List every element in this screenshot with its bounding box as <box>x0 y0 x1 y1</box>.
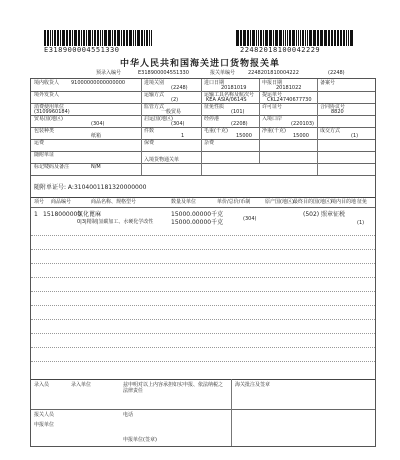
record-label: 备案号 <box>320 80 336 86</box>
consignee-label: 境内收货人 <box>34 80 60 86</box>
package-value: 纸箱 <box>91 133 102 139</box>
entry-port-label: 入境口岸 <box>262 116 283 122</box>
prerecord-value: E318900004551330 <box>138 70 189 76</box>
marks-value: N/M <box>91 164 101 170</box>
contract-value: 8820 <box>331 109 344 115</box>
transport-value: (2) <box>171 97 179 103</box>
license-label: 许可证号 <box>262 104 283 110</box>
package-label: 包装种类 <box>34 128 55 134</box>
empty-item-row <box>31 277 375 278</box>
port-label: 进境关别 <box>144 80 165 86</box>
prerecord-label: 预录入编号 <box>96 70 122 76</box>
col-domestic: 境内目的地 <box>331 199 357 205</box>
net-value: 15000 <box>293 133 309 139</box>
import-date-label: 进口日期 <box>204 80 225 86</box>
empty-item-row <box>31 249 375 250</box>
loading-port-label: 经停港 <box>204 116 220 122</box>
item-origin: (304) <box>243 216 257 222</box>
left-barcode-text: E318900004551330 <box>44 46 120 54</box>
loading-port-value: (2208) <box>231 121 248 127</box>
bill-value: CKL24740677730 <box>267 97 312 103</box>
entry-no-label: 报关单编号 <box>210 70 236 76</box>
item-dest: (502) 照章征税 <box>303 211 346 218</box>
docs-value: 入境货物通关单 <box>144 157 180 163</box>
shipper-label: 境外发货人 <box>34 92 60 98</box>
empty-item-row <box>31 263 375 264</box>
misc-label: 杂费 <box>204 140 215 146</box>
contract-label: 合同协议号 <box>320 104 346 110</box>
count-label: 件数 <box>144 128 155 134</box>
empty-item-row <box>31 235 375 236</box>
entry-unit-label: 录入单位 <box>71 382 92 388</box>
page-code: (2248) <box>328 70 345 76</box>
item-method: (1) <box>357 220 365 226</box>
tax-value: (101) <box>231 109 245 115</box>
vessel-value: KEA ASIA/0614S <box>206 97 247 103</box>
count-value: 1 <box>181 133 185 139</box>
trade-country-value: (304) <box>91 121 105 127</box>
gross-label: 毛重(千克) <box>204 128 228 134</box>
unit-label: 申报单位 <box>34 422 55 428</box>
item-spec: 0|3|精制|氢碳加工、水硬化学改性 <box>77 219 154 225</box>
terms-label: 成交方式 <box>320 128 341 134</box>
empty-item-row <box>31 291 375 292</box>
consignee-code: 91000000000000000 <box>71 80 126 86</box>
left-barcode <box>44 30 154 46</box>
gross-value: 15000 <box>236 133 252 139</box>
item-name: 氢化蓖麻 <box>77 211 102 218</box>
col-name: 商品名称、规格型号 <box>91 199 137 205</box>
trade-country-label: 贸易国(地区) <box>34 116 63 122</box>
marks-label: 标记唛码及备注 <box>34 164 70 170</box>
declare-statement: 兹申明对以上内容承担如实申报、依法纳税之法律责任 <box>123 382 224 394</box>
empty-item-row <box>31 319 375 320</box>
col-code: 商品编号 <box>51 199 72 205</box>
col-price: 单价/总价/币制 <box>217 199 251 205</box>
item-qty2: 15000.00000千克 <box>171 219 224 226</box>
col-qty: 数量及单位 <box>171 199 197 205</box>
cert-line: 随附单证号: A:3104001181320000000 <box>34 184 147 191</box>
owner-label: 消费使用单位 <box>34 104 65 110</box>
declaration-form <box>30 78 376 447</box>
right-barcode-text: 22482018100042229 <box>240 46 321 54</box>
form-title: 中华人民共和国海关进口货物报关单 <box>119 59 280 69</box>
tel-label: 电话 <box>123 412 134 418</box>
col-no: 项号 <box>34 199 45 205</box>
terms-value: (1) <box>351 133 359 139</box>
net-label: 净重(千克) <box>262 128 286 134</box>
bill-label: 提运单号 <box>262 92 283 98</box>
entry-person-label: 录入员 <box>34 382 50 388</box>
right-barcode <box>236 30 356 46</box>
owner-value: (3109960184) <box>34 109 70 115</box>
empty-item-row <box>31 333 375 334</box>
empty-item-row <box>31 361 375 362</box>
supervise-value: 一般贸易 <box>161 109 182 115</box>
empty-item-row <box>31 305 375 306</box>
col-origin: 原产国(地区) <box>265 199 294 205</box>
origin-country-value: (304) <box>171 121 185 127</box>
tax-label: 征免性质 <box>204 104 225 110</box>
entry-no-value: 2248201810004222 <box>248 70 299 76</box>
freight-label: 运费 <box>34 140 45 146</box>
port-value: (2248) <box>171 85 188 91</box>
stamp-label: 申报单位(签章) <box>123 437 157 443</box>
item-code: 1518000000 <box>43 211 82 218</box>
import-date-value: 20181019 <box>221 85 247 91</box>
item-no: 1 <box>34 211 38 218</box>
declare-date-label: 申报日期 <box>262 80 283 86</box>
vessel-label: 运输工具名称及航次号 <box>204 92 255 98</box>
docs-label: 随附单证 <box>34 152 55 158</box>
supervise-label: 监管方式 <box>144 104 165 110</box>
col-method: 征免 <box>357 199 368 205</box>
transport-label: 运输方式 <box>144 92 165 98</box>
customs-label: 海关批注及签章 <box>235 382 271 388</box>
empty-item-row <box>31 347 375 348</box>
insurance-label: 保费 <box>144 140 155 146</box>
origin-country-label: 启运国(地区) <box>144 116 173 122</box>
declarant-label: 报关人员 <box>34 412 55 418</box>
declare-date-value: 20181022 <box>276 85 302 91</box>
col-dest: 最终目的国(地区) <box>293 199 332 205</box>
item-qty: 15000.00000千克 <box>171 211 224 218</box>
entry-port-value: (220103) <box>291 121 314 127</box>
